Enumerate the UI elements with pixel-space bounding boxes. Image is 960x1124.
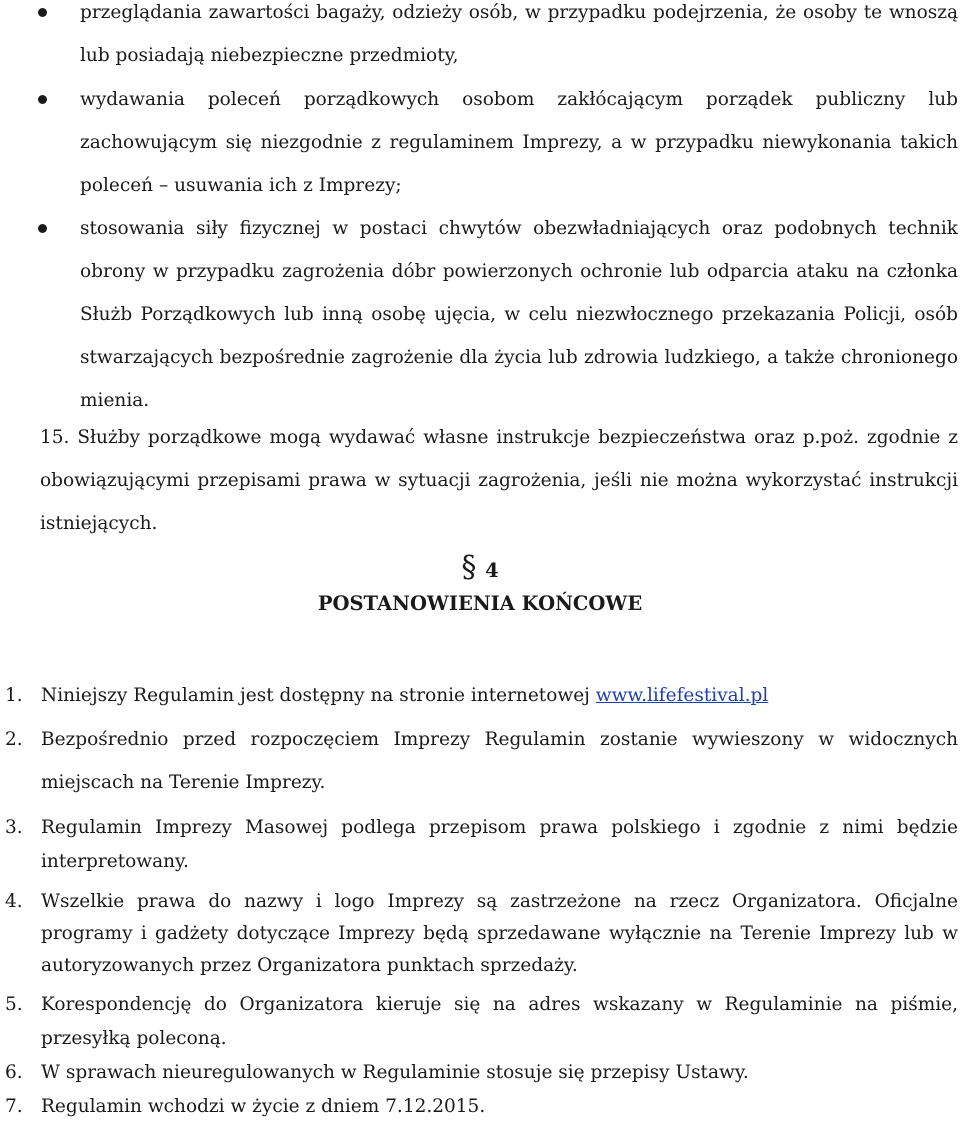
final-item-7 — [0, 1090, 960, 1124]
item-number: 15. — [40, 427, 70, 448]
final-item-3 — [0, 811, 960, 879]
item-text: Korespondencję do Organizatora kieruje się na adres wskazany w Regulaminie na piśmie, przesyłką poleconą. — [41, 994, 958, 1049]
final-item-5 — [0, 988, 960, 1056]
item-text: W sprawach nieuregulowanych w Regulaminie stosuje się przepisy Ustawy. — [41, 1062, 749, 1083]
final-item-4 — [0, 886, 960, 982]
bullet-list — [0, 0, 960, 422]
section-title: POSTANOWIENIA KOŃCOWE — [317, 592, 643, 615]
bullet-text: przeglądania zawartości bagaży, odzieży osób, w przypadku podejrzenia, że osoby te wnoszą lub posiadają niebezpieczne przedmioty, — [80, 2, 958, 66]
section-symbol: § — [461, 550, 477, 585]
item-number: 1. — [5, 685, 23, 706]
item-number: 7. — [5, 1096, 23, 1117]
section-number: 4 — [485, 559, 499, 582]
item-number: 4. — [5, 891, 23, 912]
bullet-item-2 — [0, 78, 960, 207]
bullet-icon — [38, 8, 47, 17]
bullet-text: stosowania siły fizycznej w postaci chwytów obezwładniających oraz podobnych technik obrony w przypadku zagrożenia dóbr powierzonych ochronie lub odparcia ataku na członka Służb Porządkowych lub inną osobę ujęcia, w celu niezwłocznego przekazania Policji, osób stwarzających bezpośrednie zagrożenie dla życia lub zdrowia ludzkiego, a także chronionego mienia. — [80, 218, 958, 411]
item-text: Służby porządkowe mogą wydawać własne instrukcje bezpieczeństwa oraz p.poż. zgodnie z obowiązującymi przepisami prawa w sytuacji zagrożenia, jeśli nie można wykorzystać instrukcji istniejących. — [40, 427, 958, 534]
final-item-6 — [0, 1056, 960, 1090]
final-provisions-list — [0, 676, 960, 1124]
bullet-item-1 — [0, 0, 960, 77]
bullet-text: wydawania poleceń porządkowych osobom zakłócającym porządek publiczny lub zachowującym się niezgodnie z regulaminem Imprezy, a w przypadku niewykonania takich poleceń – usuwania ich z Imprezy; — [80, 89, 958, 196]
final-item-1 — [0, 676, 960, 716]
item-text: Regulamin Imprezy Masowej podlega przepisom prawa polskiego i zgodnie z nimi będzie interpretowany. — [41, 817, 958, 872]
item-text: Niniejszy Regulamin jest dostępny na stronie internetowej — [41, 685, 596, 706]
item-number: 6. — [5, 1062, 23, 1083]
item-text: Bezpośrednio przed rozpoczęciem Imprezy Regulamin zostanie wywieszony w widocznych miejscach na Terenie Imprezy. — [41, 729, 958, 793]
bullet-item-3 — [0, 207, 960, 422]
list-item-15 — [40, 416, 958, 545]
section-heading — [0, 550, 960, 585]
item-number: 2. — [5, 729, 23, 750]
festival-website-link[interactable]: www.lifefestival.pl — [595, 685, 769, 706]
item-text: Wszelkie prawa do nazwy i logo Imprezy są zastrzeżone na rzecz Organizatora. Oficjalne programy i gadżety dotyczące Imprezy będą sprzedawane wyłącznie na Terenie Imprezy lub w autoryzowanych przez Organizatora punktach sprzedaży. — [41, 891, 958, 976]
bullet-icon — [38, 224, 47, 233]
item-number: 5. — [5, 994, 23, 1015]
item-text: Regulamin wchodzi w życie z dniem 7.12.2015. — [41, 1096, 486, 1117]
bullet-icon — [38, 95, 47, 104]
final-item-2 — [0, 718, 960, 804]
item-number: 3. — [5, 817, 23, 838]
